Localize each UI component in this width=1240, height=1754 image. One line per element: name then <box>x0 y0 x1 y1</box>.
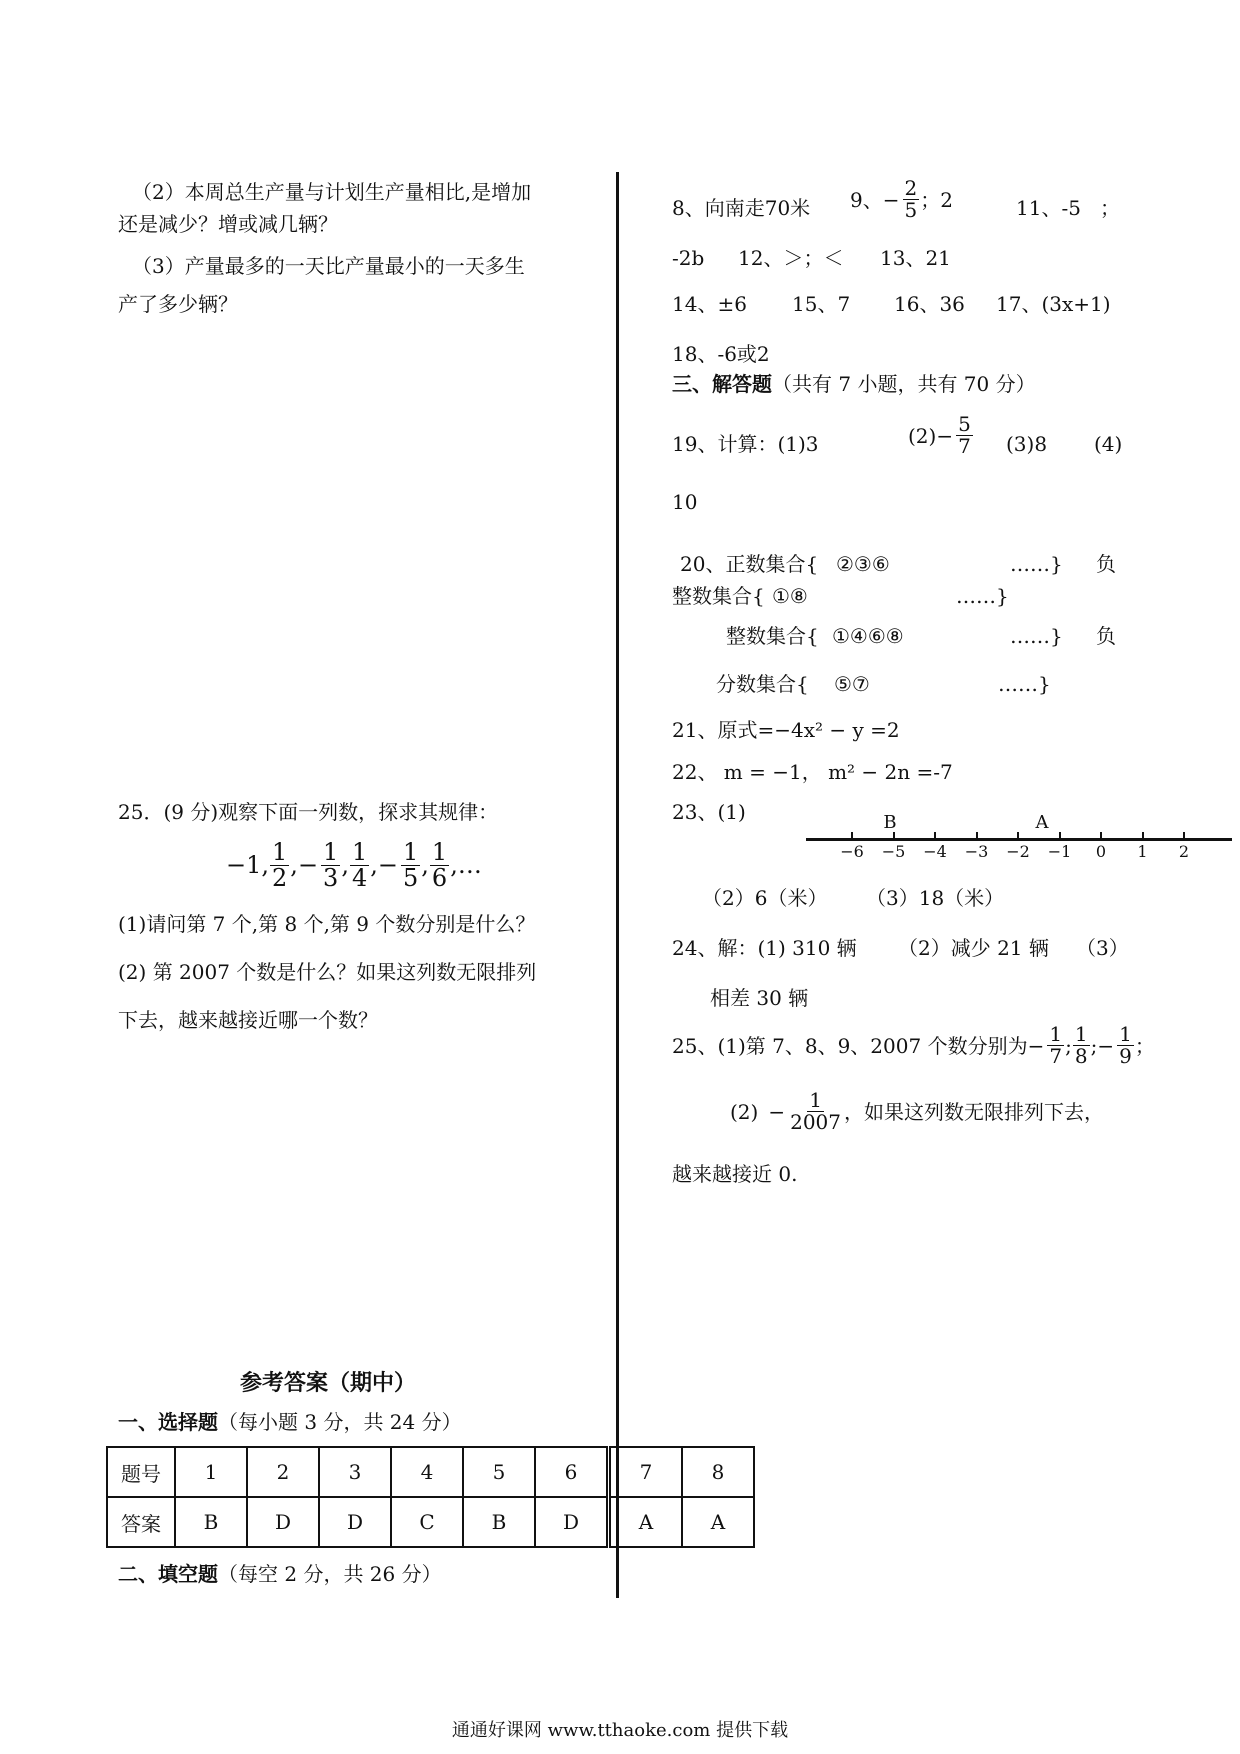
table-cell: D <box>247 1497 319 1547</box>
fraction <box>321 840 340 891</box>
section2-head: 二、填空题 <box>118 1562 218 1586</box>
point-b-label: B <box>883 812 897 833</box>
answer-20-positive: ②③⑥ <box>836 552 890 576</box>
answer-20-negative-word2: 负 <box>1096 624 1116 648</box>
section3-note: （共有 7 小题，共有 70 分） <box>772 372 1036 396</box>
q25-title: 25．(9 分)观察下面一列数，探求其规律： <box>118 800 499 824</box>
separator: , <box>450 851 458 880</box>
table-cell: A <box>682 1497 754 1547</box>
answer-21: 21、原式=−4x² − y =2 <box>672 718 900 742</box>
table-cell: 3 <box>319 1447 391 1497</box>
table-cell: B <box>175 1497 247 1547</box>
table-cell: 5 <box>463 1447 535 1497</box>
answer-25-part1-text: 25、(1)第 7、8、9、2007 个数分别为 <box>672 1033 1028 1058</box>
answer-19-part2-label: (2) <box>908 423 937 448</box>
number-line-tick-label: 1 <box>1137 842 1148 861</box>
table-row <box>107 1447 754 1497</box>
number-line-tick-label: −2 <box>1006 842 1030 861</box>
answer-25-part1 <box>672 1024 1155 1067</box>
answer-23-part2: （2）6（米） <box>702 886 828 910</box>
minus-sign: − <box>768 1099 786 1124</box>
fraction-denominator: 2007 <box>790 1110 842 1134</box>
answer-11-semicolon: ； <box>1100 196 1120 220</box>
answer-19-part4-value: 10 <box>672 490 698 514</box>
table-row2-label: 答案 <box>107 1497 175 1547</box>
number-line-tick <box>893 832 895 840</box>
number-line-tick <box>1142 832 1144 840</box>
fraction-denominator: 9 <box>1119 1044 1132 1068</box>
table-cell: D <box>319 1497 391 1547</box>
answer-16: 16、36 <box>894 292 965 316</box>
fraction <box>1047 1024 1064 1067</box>
answer-25-part2-label: (2) <box>730 1099 759 1124</box>
q25-seq-first: −1, <box>226 851 270 880</box>
minus-sign: − <box>936 423 954 448</box>
number-line-tick-label: −4 <box>923 842 947 861</box>
number-line-tick <box>1017 832 1019 840</box>
table-cell: A <box>609 1497 683 1547</box>
answer-19-part2 <box>908 414 974 457</box>
answer-9-label: 9、 <box>850 187 883 212</box>
answer-14: 14、±6 <box>672 292 747 316</box>
table-cell: 6 <box>535 1447 609 1497</box>
separator: ； <box>1134 1033 1155 1058</box>
fraction-numerator: 5 <box>958 412 971 436</box>
fraction-denominator: 7 <box>958 434 971 458</box>
point-a-label: A <box>1035 812 1049 833</box>
fraction-denominator: 4 <box>351 864 368 893</box>
answer-20-int-label: 整数集合{ <box>726 624 819 648</box>
number-line-axis <box>806 838 1232 841</box>
fraction <box>401 840 420 891</box>
number-line-tick <box>934 832 936 840</box>
q25-seq-fracs <box>269 840 458 891</box>
q25-sequence <box>226 840 482 891</box>
fraction-denominator: 2 <box>272 864 288 893</box>
table-cell: B <box>463 1497 535 1547</box>
fraction-denominator: 5 <box>904 198 918 222</box>
answer-20-negint-label: 整数集合{ <box>672 584 765 608</box>
table-row <box>107 1497 754 1547</box>
answer-24-continued: 相差 30 辆 <box>710 986 809 1010</box>
fraction-denominator: 8 <box>1074 1044 1088 1068</box>
answer-8: 8、向南走70米 <box>672 196 811 220</box>
answer-19-fraction <box>956 414 973 457</box>
answer-20-positive-label: 20、正数集合{ <box>680 552 819 576</box>
fraction <box>350 840 369 891</box>
fraction-numerator: 1 <box>323 838 339 866</box>
number-line-tick <box>1100 832 1102 840</box>
number-line-tick <box>1183 832 1185 840</box>
number-line-tick <box>1059 832 1061 840</box>
section1-head: 一、选择题 <box>118 1410 218 1434</box>
page-footer: 通通好课网 www.tthaoke.com 提供下载 <box>451 1720 789 1741</box>
separator: , <box>290 851 298 880</box>
number-line-tick <box>976 832 978 840</box>
answer-25-conclusion: 越来越接近 0. <box>672 1162 798 1186</box>
minus-sign: − <box>377 851 398 880</box>
fraction-numerator: 1 <box>809 1088 822 1112</box>
number-line <box>806 812 1232 862</box>
answer-20-frac-label: 分数集合{ <box>716 672 809 696</box>
column-divider <box>616 172 619 1598</box>
separator: , <box>421 851 429 880</box>
answer-20-negint: ①⑧ <box>772 584 808 608</box>
separator: ; <box>1065 1033 1072 1058</box>
answer-20-int: ①④⑥⑧ <box>832 624 904 648</box>
answer-20-int-dots: ……} <box>1010 624 1063 648</box>
fraction-numerator: 1 <box>1119 1022 1132 1046</box>
fraction-numerator: 2 <box>904 176 918 200</box>
answer-20-negint-dots: ……} <box>956 584 1009 608</box>
answer-23-part1: 23、(1) <box>672 800 746 824</box>
answer-12: 12、＞；＜ <box>738 246 844 270</box>
answer-15: 15、7 <box>792 292 851 316</box>
fraction <box>270 840 289 891</box>
number-line-tick-label: 0 <box>1095 842 1107 861</box>
minus-sign: − <box>1027 1033 1045 1058</box>
fraction-numerator: 1 <box>272 838 288 866</box>
q24-part3-line2: 产了多少辆？ <box>118 292 238 316</box>
table-cell: C <box>391 1497 463 1547</box>
fraction-denominator: 6 <box>431 864 448 893</box>
fraction-numerator: 1 <box>1049 1022 1063 1046</box>
fraction-numerator: 1 <box>1074 1022 1088 1046</box>
number-line-tick-label: 2 <box>1178 842 1190 861</box>
answer-9 <box>850 178 953 221</box>
answer-19-part3: (3)8 <box>1006 432 1048 456</box>
answer-9-fraction <box>903 178 920 221</box>
section2-heading <box>118 1562 442 1586</box>
answer-9-post: ；2 <box>920 187 953 212</box>
fraction-numerator: 1 <box>403 838 419 866</box>
answer-20-frac: ⑤⑦ <box>834 672 870 696</box>
answer-20-positive-dots: ……} <box>1010 552 1063 576</box>
answer-24-part2: （2）减少 21 辆 <box>898 936 1049 960</box>
number-line-tick <box>851 832 853 840</box>
q25-part2-line2: 下去，越来越接近哪一个数？ <box>118 1008 378 1032</box>
table-cell: 2 <box>247 1447 319 1497</box>
answer-17: 17、(3x+1) <box>996 292 1111 316</box>
minus-sign: − <box>297 851 319 880</box>
table-cell: 7 <box>609 1447 683 1497</box>
number-line-tick-label: −1 <box>1047 842 1072 861</box>
table-cell: 4 <box>391 1447 463 1497</box>
separator: , <box>370 851 378 880</box>
answer-19-part4: (4) <box>1094 432 1123 456</box>
number-line-tick-label: −6 <box>840 842 864 861</box>
table-row1-label: 题号 <box>107 1447 175 1497</box>
answer-11-continued: -2b <box>672 246 705 270</box>
fraction-denominator: 7 <box>1049 1044 1063 1068</box>
answer-23-part3: （3）18（米） <box>866 886 1005 910</box>
answer-25-fractions <box>1028 1024 1155 1067</box>
q25-part1: (1)请问第 7 个,第 8 个,第 9 个数分别是什么？ <box>118 912 536 936</box>
table-cell: 1 <box>175 1447 247 1497</box>
minus-sign: − <box>1097 1033 1115 1058</box>
answer-20-frac-dots: ……} <box>998 672 1051 696</box>
section3-heading <box>672 372 1036 396</box>
answer-25-part2-text: ，如果这列数无限排列下去， <box>844 1099 1105 1124</box>
answer-25-part2-fraction <box>788 1090 843 1133</box>
table-cell: 8 <box>682 1447 754 1497</box>
answer-title: 参考答案（期中） <box>240 1370 417 1396</box>
section1-heading <box>118 1410 462 1434</box>
section2-note: （每空 2 分，共 26 分） <box>218 1562 442 1586</box>
q24-part2-line1: （2）本周总生产量与计划生产量相比,是增加 <box>132 180 532 204</box>
fraction-numerator: 1 <box>431 838 448 866</box>
table-cell: D <box>535 1497 609 1547</box>
number-line-tick-label: −3 <box>964 842 989 861</box>
answer-18: 18、-6或2 <box>672 342 770 366</box>
q25-seq-ellipsis: … <box>457 851 482 880</box>
answer-22: 22、 m = −1， m² − 2n =-7 <box>672 760 953 784</box>
q25-part2-line1: (2) 第 2007 个数是什么？如果这列数无限排列 <box>118 960 537 984</box>
fraction <box>430 840 449 891</box>
answer-11: 11、-5 <box>1016 196 1081 220</box>
fraction-numerator: 1 <box>351 838 368 866</box>
separator: , <box>341 851 349 880</box>
fraction <box>1117 1024 1134 1067</box>
number-line-tick-label: −5 <box>881 842 906 861</box>
answer-table <box>106 1446 755 1548</box>
answer-13: 13、21 <box>880 246 951 270</box>
answer-25-part2 <box>730 1090 1104 1133</box>
answer-20-negative-word: 负 <box>1096 552 1116 576</box>
fraction-denominator: 3 <box>323 864 339 893</box>
answer-19-part1: 19、计算：(1)3 <box>672 432 819 456</box>
minus-sign: − <box>882 187 900 212</box>
fraction-denominator: 5 <box>403 864 419 893</box>
section1-note: （每小题 3 分，共 24 分） <box>218 1410 462 1434</box>
q24-part2-line2: 还是减少？增或减几辆？ <box>118 212 338 236</box>
q24-part3-line1: （3）产量最多的一天比产量最小的一天多生 <box>132 254 525 278</box>
answer-24: 24、解：(1) 310 辆 <box>672 936 857 960</box>
answer-24-part3: （3） <box>1076 936 1129 960</box>
separator: ; <box>1090 1033 1098 1058</box>
section3-head: 三、解答题 <box>672 372 772 396</box>
fraction <box>1073 1024 1090 1067</box>
